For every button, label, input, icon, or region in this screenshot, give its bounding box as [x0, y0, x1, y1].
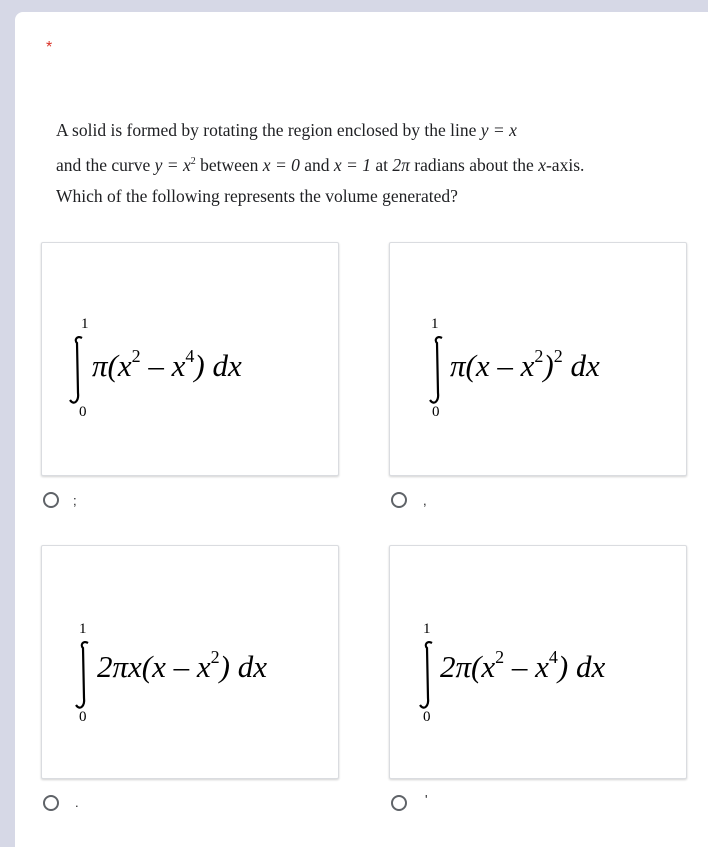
- math-curve-base: y = x: [154, 154, 191, 175]
- option-b-suffix: dx: [562, 348, 600, 383]
- svg-text:π(x – x2)2 dx: [450, 346, 600, 383]
- option-a-prefix: π(x: [92, 348, 132, 383]
- svg-text:π(x2 – x4) dx: [92, 346, 242, 383]
- option-b-lower: 0: [432, 404, 440, 420]
- option-d-mid: – x: [504, 649, 549, 684]
- option-c-exp1: 2: [210, 647, 220, 667]
- question-line-2: [56, 146, 701, 181]
- option-d-radio-label[interactable]: ': [425, 792, 428, 807]
- question-line-1: [56, 115, 701, 146]
- option-d-formula: [390, 546, 686, 778]
- option-a-radio[interactable]: [43, 492, 59, 508]
- option-b-formula: [390, 243, 686, 475]
- question-line-3: Which of the following represents the volume generated?: [56, 185, 458, 206]
- question-line-2-c: and: [304, 154, 330, 175]
- option-a-radio-label[interactable]: ;: [73, 493, 77, 508]
- math-curve-exp: 2: [190, 156, 196, 167]
- svg-text:2πx(x – x2) dx: [97, 647, 267, 684]
- option-b-radio-label[interactable]: ,: [423, 493, 427, 508]
- question-line-2-b: between: [200, 154, 259, 175]
- option-b-prefix: π(x – x: [450, 348, 535, 383]
- option-d-image: [389, 545, 687, 779]
- option-a-exp1: 2: [131, 346, 141, 366]
- option-c-mid: ) dx: [219, 649, 267, 684]
- math-x-axis: x: [538, 154, 546, 175]
- option-a-mid: – x: [140, 348, 186, 383]
- option-a-lower: 0: [79, 404, 87, 420]
- integral-sign-icon: [430, 337, 442, 403]
- integral-sign-icon: [76, 642, 88, 708]
- option-b-exp2: 2: [553, 346, 563, 366]
- option-b-image: [389, 242, 687, 476]
- question-text: [56, 115, 701, 212]
- option-b-exp1: 2: [534, 346, 544, 366]
- option-d-suffix: ) dx: [557, 649, 606, 684]
- option-c-upper: 1: [79, 621, 87, 637]
- option-b-upper: 1: [431, 316, 439, 332]
- option-c-formula: [42, 546, 338, 778]
- option-a-suffix: ) dx: [194, 348, 242, 383]
- option-d-exp2: 4: [548, 647, 558, 667]
- math-two-pi: 2π: [392, 154, 410, 175]
- integral-sign-icon: [70, 337, 82, 403]
- math-y-equals-x: y = x: [480, 120, 517, 140]
- option-c-radio-label[interactable]: .: [75, 795, 79, 810]
- math-curve: [155, 155, 196, 175]
- option-c-image: [41, 545, 339, 779]
- question-line-2-d: at: [375, 154, 388, 175]
- question-line-1-text: A solid is formed by rotating the region enclosed by the line: [56, 120, 477, 140]
- option-a-image: [41, 242, 339, 476]
- option-d-upper: 1: [423, 621, 431, 637]
- option-d-prefix: 2π(x: [440, 649, 496, 684]
- question-line-2-a: and the curve: [56, 154, 151, 175]
- option-a-formula: [42, 243, 338, 475]
- option-a-upper: 1: [81, 316, 89, 332]
- option-c-radio[interactable]: [43, 795, 59, 811]
- question-line-2-e: radians about the: [414, 154, 534, 175]
- option-b-radio[interactable]: [391, 492, 407, 508]
- option-d-lower: 0: [423, 709, 431, 725]
- option-c-lower: 0: [79, 709, 87, 725]
- integral-sign-icon: [420, 642, 432, 708]
- option-d-exp1: 2: [495, 647, 505, 667]
- option-b-mid: ): [543, 348, 554, 383]
- math-x-equals-0: x = 0: [262, 154, 300, 175]
- svg-text:2π(x2 – x4) dx: [440, 647, 605, 684]
- required-star: *: [46, 39, 53, 56]
- option-c-prefix: 2πx(x – x: [97, 649, 211, 684]
- option-d-radio[interactable]: [391, 795, 407, 811]
- question-line-2-f: -axis.: [545, 154, 585, 175]
- math-x-equals-1: x = 1: [333, 154, 371, 175]
- option-a-exp2: 4: [185, 346, 195, 366]
